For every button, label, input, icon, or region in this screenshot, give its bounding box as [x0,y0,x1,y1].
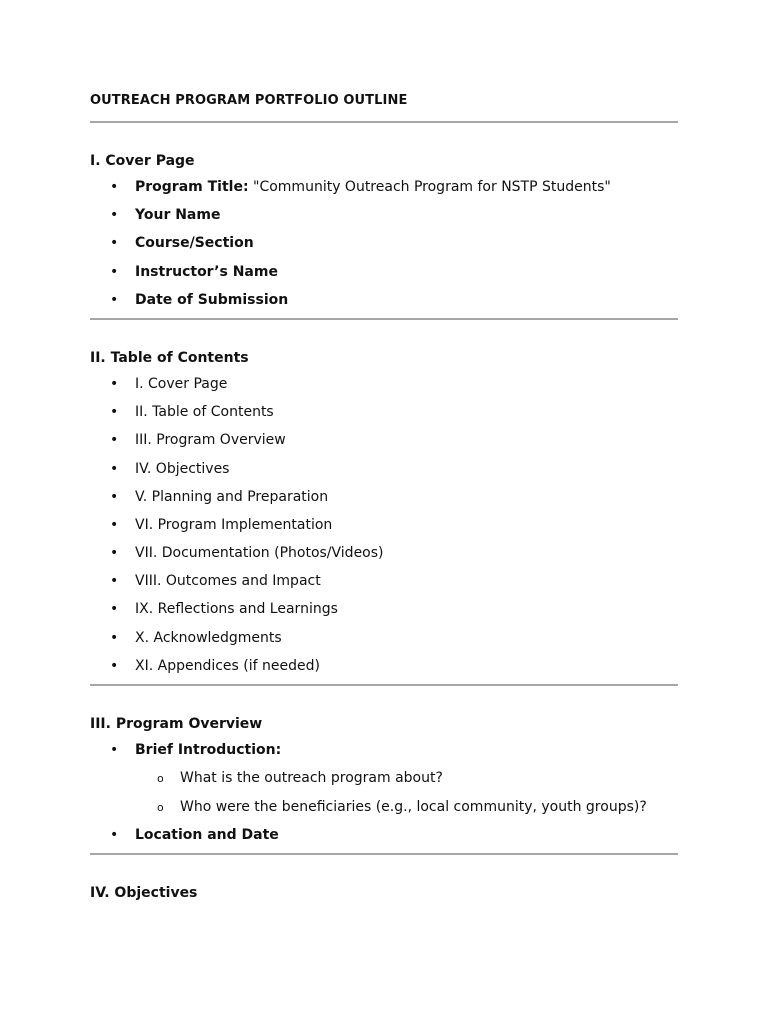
list-item [90,740,678,817]
list-item-lead: Instructor’s Name [135,263,278,280]
list-item-text: "Community Outreach Program for NSTP Students" [248,179,611,195]
list-item-lead: Date of Submission [135,291,289,308]
section-objectives [90,881,678,905]
table-of-contents-list [90,374,678,676]
toc-item: • IX. Reflections and Learnings [90,599,678,619]
list-item [90,290,678,310]
document-title: OUTREACH PROGRAM PORTFOLIO OUTLINE [90,93,408,108]
section-heading-objectives: IV. Objectives [90,885,198,902]
sub-list-item: o Who were the beneficiaries (e.g., local community, youth groups)? [135,797,678,817]
section-divider [90,318,678,320]
list-item [90,825,678,845]
section-table-of-contents [90,346,678,686]
toc-item: • VIII. Outcomes and Impact [90,571,678,591]
section-heading-cover-page: I. Cover Page [90,153,195,169]
toc-item: • VI. Program Implementation [90,515,678,535]
section-cover-page [90,149,678,320]
document-page [90,90,678,905]
cover-page-list [90,177,678,310]
section-heading-table-of-contents: II. Table of Contents [90,349,249,366]
toc-item: • X. Acknowledgments [90,628,678,648]
list-item-lead: Program Title: [135,179,249,195]
toc-item: • I. Cover Page [90,374,678,394]
toc-item: • V. Planning and Preparation [90,487,678,507]
toc-item: • III. Program Overview [90,430,678,450]
toc-item: • XI. Appendices (if needed) [90,656,678,676]
section-heading-program-overview: III. Program Overview [90,716,263,732]
list-item-lead: Your Name [135,207,221,224]
list-item [90,262,678,282]
toc-item: • II. Table of Contents [90,402,678,422]
list-item [90,177,678,197]
section-divider [90,684,678,686]
sub-list-item: o What is the outreach program about? [135,768,678,788]
section-divider [90,853,678,855]
section-program-overview [90,712,678,855]
toc-item: • IV. Objectives [90,459,678,479]
list-item [90,205,678,225]
list-item-lead: Brief Introduction: [135,742,282,758]
sub-list [135,768,678,817]
toc-item: • VII. Documentation (Photos/Videos) [90,543,678,563]
list-item [90,233,678,253]
list-item-lead: Course/Section [135,235,254,252]
program-overview-list [90,740,678,845]
title-divider [90,121,678,123]
list-item-lead: Location and Date [135,827,279,844]
